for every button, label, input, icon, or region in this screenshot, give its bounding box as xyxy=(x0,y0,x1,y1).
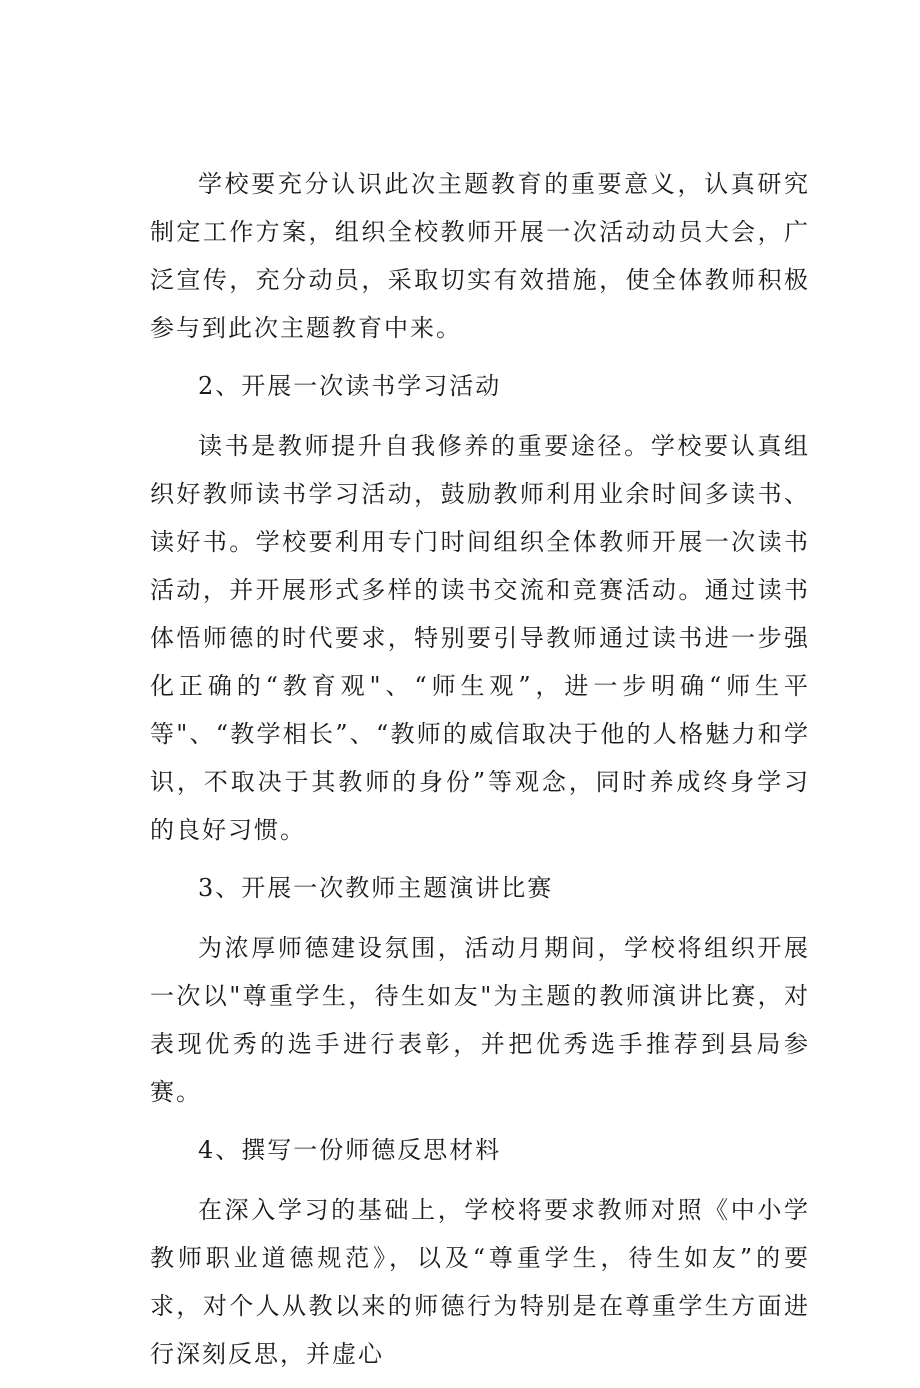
document-body xyxy=(150,160,810,1388)
paragraph-mobilization: 学校要充分认识此次主题教育的重要意义，认真研究制定工作方案，组织全校教师开展一次活动动员大会，广泛宣传，充分动员，采取切实有效措施，使全体教师积极参与到此次主题教育中来。 xyxy=(150,170,810,342)
section-heading-reading: 2、开展一次读书学习活动 xyxy=(198,372,502,400)
paragraph-speech-contest: 为浓厚师德建设氛围，活动月期间，学校将组织开展一次以"尊重学生，待生如友"为主题的教师演讲比赛，对表现优秀的选手进行表彰，并把优秀选手推荐到县局参赛。 xyxy=(150,934,810,1106)
section-heading-speech-contest: 3、开展一次教师主题演讲比赛 xyxy=(198,874,554,902)
paragraph-reading: 读书是教师提升自我修养的重要途径。学校要认真组织好教师读书学习活动，鼓励教师利用业余时间多读书、读好书。学校要利用专门时间组织全体教师开展一次读书活动，并开展形式多样的读书交流和竞赛活动。通过读书体悟师德的时代要求，特别要引导教师通过读书进一步强化正确的“教育观"、“师生观”，进一步明确“师生平等"、“教学相长”、“教师的威信取决于他的人格魅力和学识，不取决于其教师的身份”等观念，同时养成终身学习的良好习惯。 xyxy=(150,432,810,844)
paragraph-reflection: 在深入学习的基础上，学校将要求教师对照《中小学教师职业道德规范》，以及“尊重学生，待生如友”的要求，对个人从教以来的师德行为特别是在尊重学生方面进行深刻反思，并虚心 xyxy=(150,1196,810,1368)
section-heading-reflection: 4、撰写一份师德反思材料 xyxy=(198,1136,502,1164)
